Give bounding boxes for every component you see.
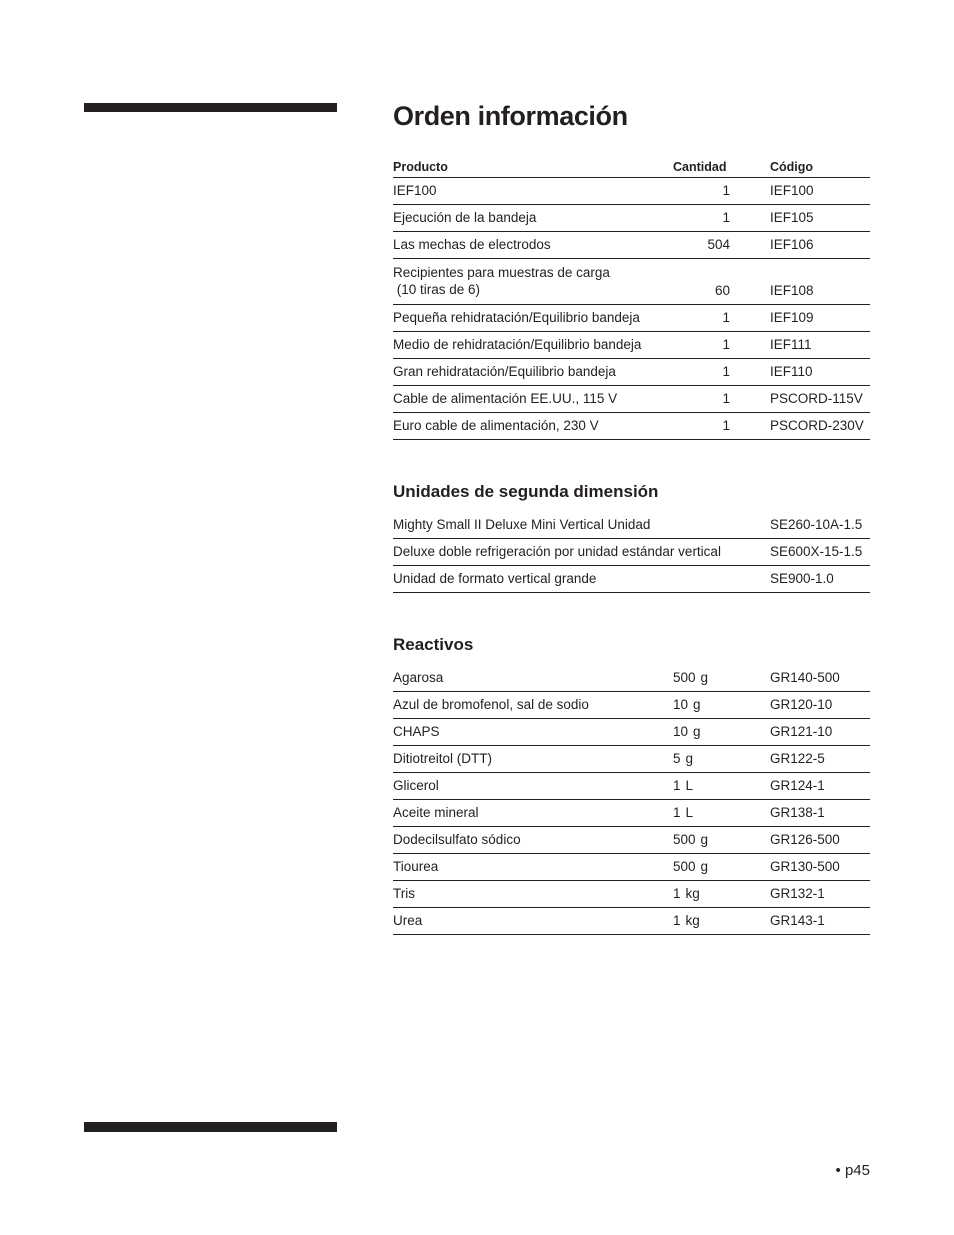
product-quantity: 1	[722, 210, 730, 225]
product-code: PSCORD-230V	[770, 418, 864, 433]
product-quantity: 504	[707, 237, 730, 252]
quantity-unit: g	[700, 859, 709, 874]
product-code: GR130-500	[770, 859, 840, 874]
product-code: SE260-10A-1.5	[770, 517, 863, 532]
product-code: IEF105	[770, 210, 814, 225]
quantity-unit: L	[685, 805, 694, 820]
bottom-decorative-bar	[84, 1122, 337, 1132]
top-decorative-bar	[84, 103, 337, 112]
product-code: GR143-1	[770, 913, 825, 928]
product-quantity	[673, 908, 770, 934]
product-code: GR122-5	[770, 751, 825, 766]
product-name: Cable de alimentación EE.UU., 115 V	[393, 391, 618, 406]
page-title: Orden información	[393, 101, 628, 131]
product-name: Aceite mineral	[393, 805, 479, 820]
quantity-unit: kg	[685, 886, 700, 901]
table-row	[393, 566, 870, 593]
quantity-unit: kg	[685, 913, 700, 928]
product-quantity	[673, 692, 770, 718]
product-quantity: 1	[722, 418, 730, 433]
quantity-value: 500	[673, 670, 696, 685]
product-code: GR126-500	[770, 832, 840, 847]
product-name-line2: (10 tiras de 6)	[393, 282, 481, 297]
table-row	[393, 205, 870, 232]
table-header	[393, 157, 870, 178]
product-name: Euro cable de alimentación, 230 V	[393, 418, 599, 433]
product-name: Tris	[393, 886, 415, 901]
product-name: Pequeña rehidratación/Equilibrio bandeja	[393, 310, 640, 325]
table-row	[393, 259, 870, 305]
product-quantity: 1	[722, 337, 730, 352]
table-row	[393, 881, 870, 908]
table-row	[393, 908, 870, 935]
product-name: Urea	[393, 913, 423, 928]
product-name: Dodecilsulfato sódico	[393, 832, 521, 847]
table-row	[393, 773, 870, 800]
product-name: Ejecución de la bandeja	[393, 210, 537, 225]
product-code: IEF111	[770, 337, 812, 352]
product-name: Mighty Small II Deluxe Mini Vertical Unidad	[393, 517, 651, 532]
quantity-value: 500	[673, 859, 696, 874]
product-name: Gran rehidratación/Equilibrio bandeja	[393, 364, 616, 379]
product-quantity: 1	[722, 310, 730, 325]
quantity-value: 10	[673, 697, 689, 712]
product-code: SE600X-15-1.5	[770, 544, 863, 559]
quantity-unit: g	[700, 832, 709, 847]
product-code: IEF100	[770, 183, 814, 198]
header-quantity: Cantidad	[673, 160, 727, 174]
quantity-value: 1	[673, 778, 681, 793]
table-row	[393, 854, 870, 881]
header-code: Código	[770, 160, 814, 174]
product-quantity	[673, 746, 770, 772]
product-quantity: 1	[722, 391, 730, 406]
product-quantity	[673, 881, 770, 907]
product-code: PSCORD-115V	[770, 391, 863, 406]
table-row	[393, 692, 870, 719]
table-row	[393, 827, 870, 854]
product-name: Glicerol	[393, 778, 439, 793]
table-row	[393, 539, 870, 566]
product-quantity: 1	[722, 364, 730, 379]
product-quantity	[673, 827, 770, 853]
table-row	[393, 305, 870, 332]
table-row	[393, 413, 870, 440]
product-quantity	[673, 665, 770, 691]
quantity-value: 1	[673, 913, 681, 928]
table-row	[393, 512, 870, 539]
table-row	[393, 719, 870, 746]
table-row	[393, 746, 870, 773]
product-code: GR120-10	[770, 697, 833, 712]
product-quantity: 1	[722, 183, 730, 198]
section-title: Reactivos	[393, 635, 474, 654]
product-quantity	[673, 800, 770, 826]
quantity-value: 1	[673, 886, 681, 901]
product-name	[393, 259, 673, 304]
product-name: Unidad de formato vertical grande	[393, 571, 597, 586]
section-title: Unidades de segunda dimensión	[393, 482, 659, 501]
table-row	[393, 386, 870, 413]
quantity-unit: L	[685, 778, 694, 793]
table-row	[393, 232, 870, 259]
quantity-unit: g	[700, 670, 709, 685]
table-row	[393, 332, 870, 359]
product-name: Agarosa	[393, 670, 444, 685]
quantity-value: 10	[673, 724, 689, 739]
quantity-unit: g	[685, 751, 694, 766]
table-row	[393, 665, 870, 692]
product-name: Deluxe doble refrigeración por unidad estándar vertical	[393, 544, 721, 559]
product-name: CHAPS	[393, 724, 440, 739]
reagents-section	[393, 633, 870, 935]
ordering-info-content	[393, 95, 870, 935]
table-row	[393, 178, 870, 205]
product-code: GR124-1	[770, 778, 825, 793]
header-product: Producto	[393, 160, 448, 174]
product-quantity	[673, 773, 770, 799]
page-number: • p45	[835, 1162, 870, 1179]
table-row	[393, 359, 870, 386]
quantity-unit: g	[693, 697, 701, 712]
product-code: GR132-1	[770, 886, 825, 901]
product-quantity	[673, 719, 770, 745]
main-items-table	[393, 178, 870, 440]
product-code: IEF108	[770, 283, 814, 298]
quantity-value: 5	[673, 751, 681, 766]
quantity-unit: g	[693, 724, 701, 739]
quantity-value: 1	[673, 805, 681, 820]
product-code: GR138-1	[770, 805, 825, 820]
product-name: Las mechas de electrodos	[393, 237, 551, 252]
product-name: Medio de rehidratación/Equilibrio bandeja	[393, 337, 642, 352]
product-code: IEF110	[770, 364, 813, 379]
product-code: GR121-10	[770, 724, 833, 739]
product-name: Tiourea	[393, 859, 439, 874]
product-name-line1: Recipientes para muestras de carga	[393, 265, 610, 280]
product-quantity	[673, 854, 770, 880]
product-name: Azul de bromofenol, sal de sodio	[393, 697, 589, 712]
product-code: GR140-500	[770, 670, 840, 685]
product-name: Ditiotreitol (DTT)	[393, 751, 493, 766]
product-quantity: 60	[714, 283, 730, 298]
product-name: IEF100	[393, 183, 437, 198]
product-code: IEF109	[770, 310, 814, 325]
product-code: SE900-1.0	[770, 571, 834, 586]
quantity-value: 500	[673, 832, 696, 847]
second-dimension-section	[393, 480, 870, 593]
product-code: IEF106	[770, 237, 814, 252]
table-row	[393, 800, 870, 827]
